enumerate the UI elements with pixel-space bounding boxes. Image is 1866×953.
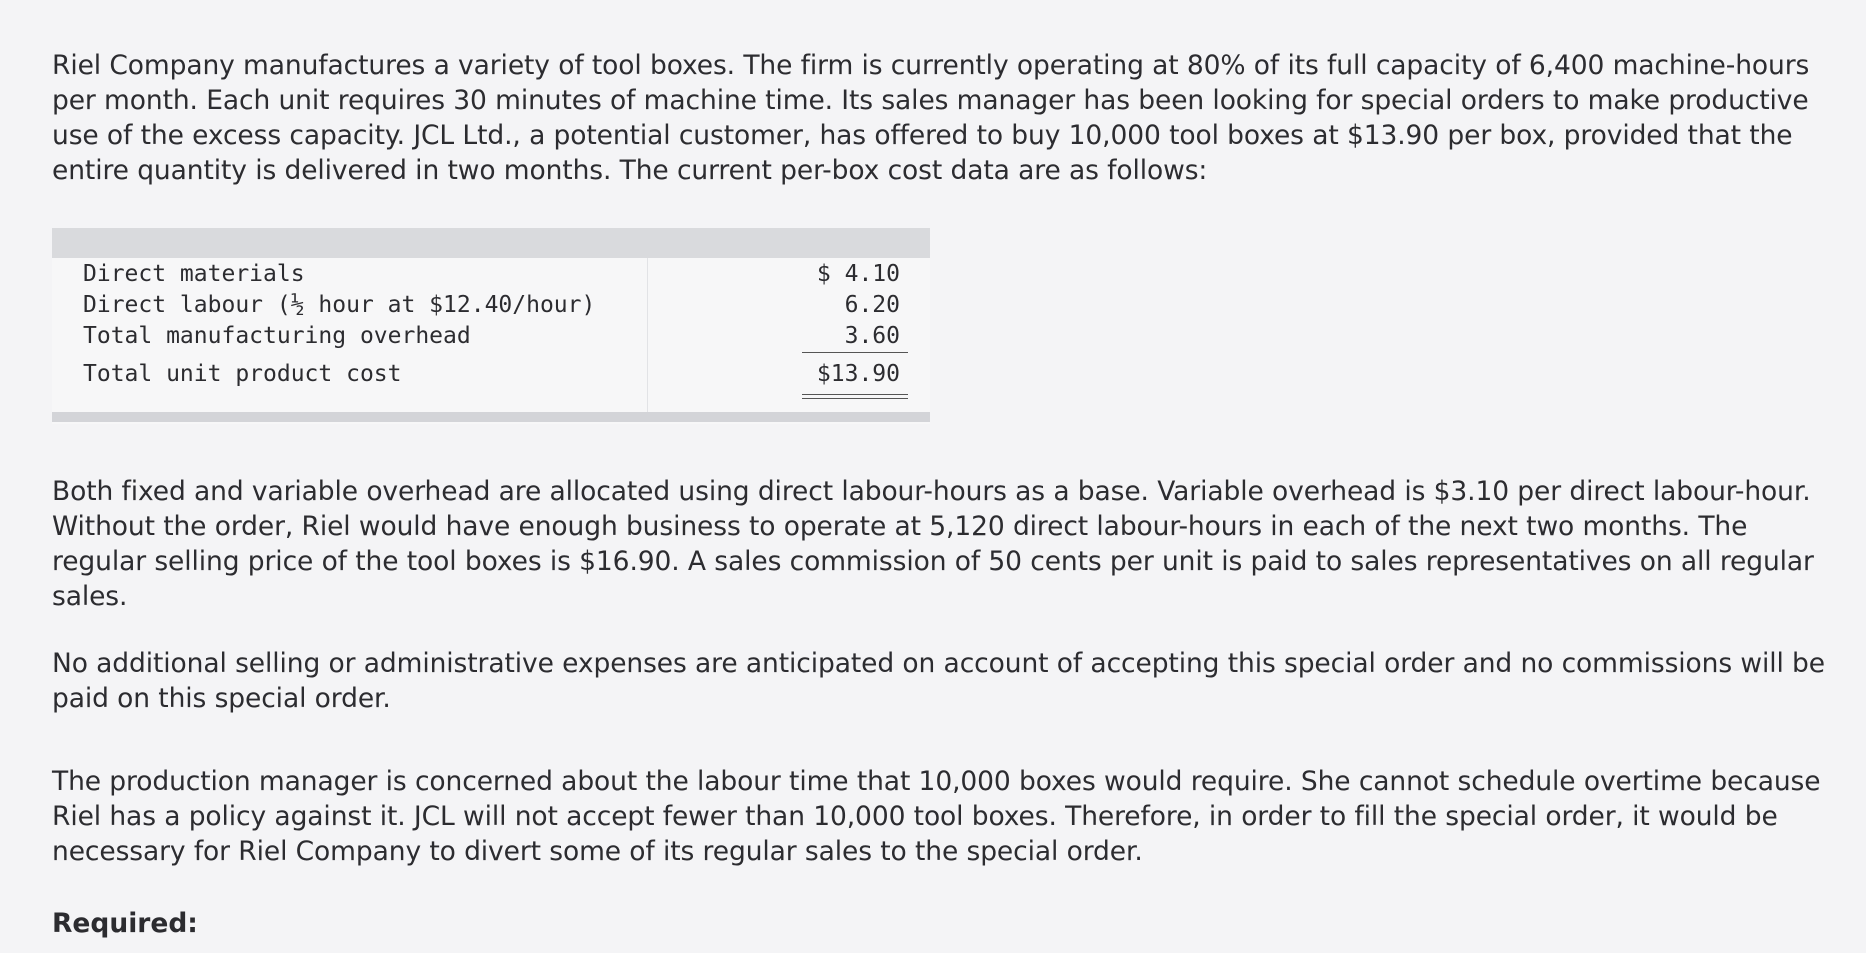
row-amount: 3.60 bbox=[844, 323, 900, 349]
total-double-rule-bottom bbox=[802, 398, 908, 399]
table-row bbox=[52, 289, 930, 321]
table-footer-bar bbox=[52, 412, 930, 422]
intro-paragraph: Riel Company manufactures a variety of tool boxes. The firm is currently operating at 80% of its full capacity of 6,400 machine-hours per month. Each unit requires 30 minutes of machine time. Its sales manager has been looking for special orders to make productive use of the excess capacity. JCL Ltd., a potential customer, has offered to buy 10,000 tool boxes at $13.90 per box, provided that the entire quantity is delivered in two months. The current per-box cost data are as follows: bbox=[52, 50, 1810, 186]
row-amount: $13.90 bbox=[816, 361, 900, 387]
expenses-paragraph: No additional selling or administrative expenses are anticipated on account of accepting this special order and no commissions will be paid on this special order. bbox=[52, 648, 1825, 714]
production-paragraph: The production manager is concerned about the labour time that 10,000 boxes would require. She cannot schedule overtime because Riel has a policy against it. JCL will not accept fewer than 10,000 tool boxes. Therefore, in order to fill the special order, it would be necessary for Riel Company to divert some of its regular sales to the special order. bbox=[52, 766, 1821, 867]
table-row bbox=[52, 320, 930, 352]
row-amount: 6.20 bbox=[844, 292, 900, 318]
row-label: Total unit product cost bbox=[83, 361, 402, 387]
table-row-total bbox=[52, 358, 930, 390]
total-double-rule-top bbox=[802, 394, 908, 395]
table-header-bar bbox=[52, 228, 930, 258]
required-heading: Required: bbox=[52, 908, 198, 939]
row-label: Total manufacturing overhead bbox=[83, 323, 471, 349]
row-label: Direct labour (½ hour at $12.40/hour) bbox=[83, 292, 596, 318]
row-amount: $ 4.10 bbox=[816, 261, 900, 287]
overhead-paragraph: Both fixed and variable overhead are allocated using direct labour-hours as a base. Variable overhead is $3.10 per direct labour-hour. Without the order, Riel would have enough business to operate at 5,120 direct labour-hours in each of the next two months. The regular selling price of the tool boxes is $16.90. A sales commission of 50 cents per unit is paid to sales representatives on all regular sales. bbox=[52, 476, 1814, 612]
table-row bbox=[52, 258, 930, 290]
cost-data-table bbox=[52, 228, 930, 424]
row-label: Direct materials bbox=[83, 261, 305, 287]
subtotal-rule bbox=[802, 352, 908, 353]
